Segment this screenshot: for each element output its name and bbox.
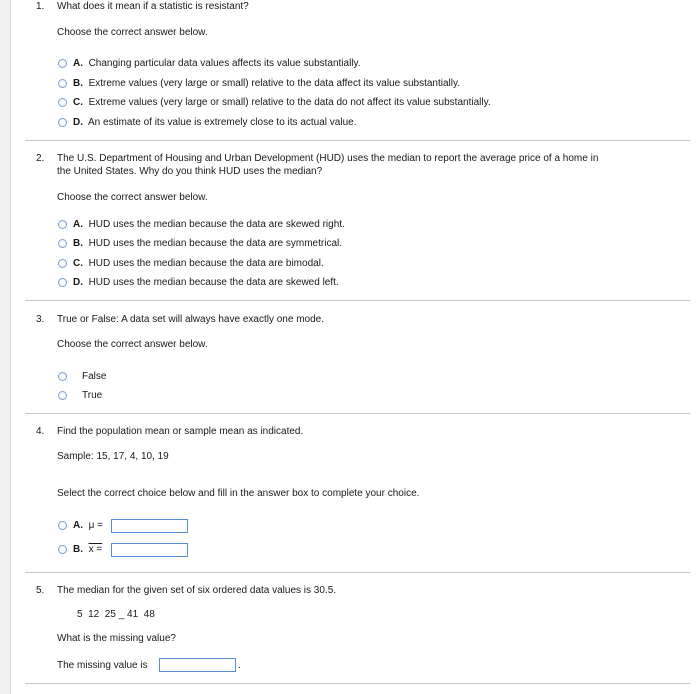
- question-text: The median for the given set of six ordered data values is 30.5.: [57, 585, 337, 596]
- option-q3-false[interactable]: False: [82, 371, 107, 382]
- option-q2-d[interactable]: D. HUD uses the median because the data are skewed left.: [73, 277, 339, 288]
- radio-q3-true[interactable]: [58, 391, 67, 400]
- question-text: True or False: A data set will always have exactly one mode.: [57, 314, 324, 325]
- radio-q1-c[interactable]: [58, 98, 67, 107]
- separator: [25, 140, 690, 141]
- missing-value-input[interactable]: [159, 658, 236, 672]
- option-q3-true[interactable]: True: [82, 390, 103, 401]
- question-number: 3.: [36, 314, 45, 325]
- instruction-text: Choose the correct answer below.: [57, 339, 208, 350]
- radio-q2-a[interactable]: [58, 220, 67, 229]
- question-text: What does it mean if a statistic is resistant?: [57, 1, 249, 12]
- question-number: 1.: [36, 1, 45, 12]
- instruction-text: Select the correct choice below and fill in the answer box to complete your choice.: [57, 488, 420, 499]
- option-q1-a[interactable]: A. Changing particular data values affects its value substantially.: [73, 58, 361, 69]
- window-left-edge: [0, 0, 11, 694]
- question-text-line2: the United States. Why do you think HUD uses the median?: [57, 166, 323, 177]
- question-number: 4.: [36, 426, 45, 437]
- data-values: 5 12 25 _ 41 48: [77, 609, 155, 620]
- option-q1-c[interactable]: C. Extreme values (very large or small) relative to the data do not affect its value substantially.: [73, 97, 491, 108]
- question-text: Find the population mean or sample mean as indicated.: [57, 426, 304, 437]
- instruction-text: Choose the correct answer below.: [57, 192, 208, 203]
- separator: [25, 572, 690, 573]
- radio-q1-d[interactable]: [58, 118, 67, 127]
- separator: [25, 300, 690, 301]
- option-q4-b[interactable]: B. x =: [73, 544, 103, 555]
- mu-answer-input[interactable]: [111, 519, 188, 533]
- radio-q1-a[interactable]: [58, 59, 67, 68]
- answer-suffix: .: [238, 660, 241, 671]
- question-number: 2.: [36, 153, 45, 164]
- radio-q3-false[interactable]: [58, 372, 67, 381]
- radio-q2-c[interactable]: [58, 259, 67, 268]
- separator: [25, 683, 690, 684]
- answer-label: The missing value is: [57, 660, 148, 671]
- option-q4-a[interactable]: A. μ =: [73, 520, 103, 531]
- radio-q4-b[interactable]: [58, 545, 67, 554]
- option-q1-d[interactable]: D. An estimate of its value is extremely close to its actual value.: [73, 117, 357, 128]
- option-q2-b[interactable]: B. HUD uses the median because the data are symmetrical.: [73, 238, 343, 249]
- option-q1-b[interactable]: B. Extreme values (very large or small) relative to the data affect its value substantially.: [73, 78, 461, 89]
- question-text-line1: The U.S. Department of Housing and Urban Development (HUD) uses the median to report the average price of a home in: [57, 153, 599, 164]
- xbar-answer-input[interactable]: [111, 543, 188, 557]
- instruction-text: Choose the correct answer below.: [57, 27, 208, 38]
- radio-q2-d[interactable]: [58, 278, 67, 287]
- question-number: 5.: [36, 585, 45, 596]
- sample-data: Sample: 15, 17, 4, 10, 19: [57, 451, 169, 462]
- option-q2-c[interactable]: C. HUD uses the median because the data are bimodal.: [73, 258, 324, 269]
- radio-q1-b[interactable]: [58, 79, 67, 88]
- separator: [25, 413, 690, 414]
- prompt-text: What is the missing value?: [57, 633, 176, 644]
- radio-q2-b[interactable]: [58, 239, 67, 248]
- option-q2-a[interactable]: A. HUD uses the median because the data are skewed right.: [73, 219, 345, 230]
- radio-q4-a[interactable]: [58, 521, 67, 530]
